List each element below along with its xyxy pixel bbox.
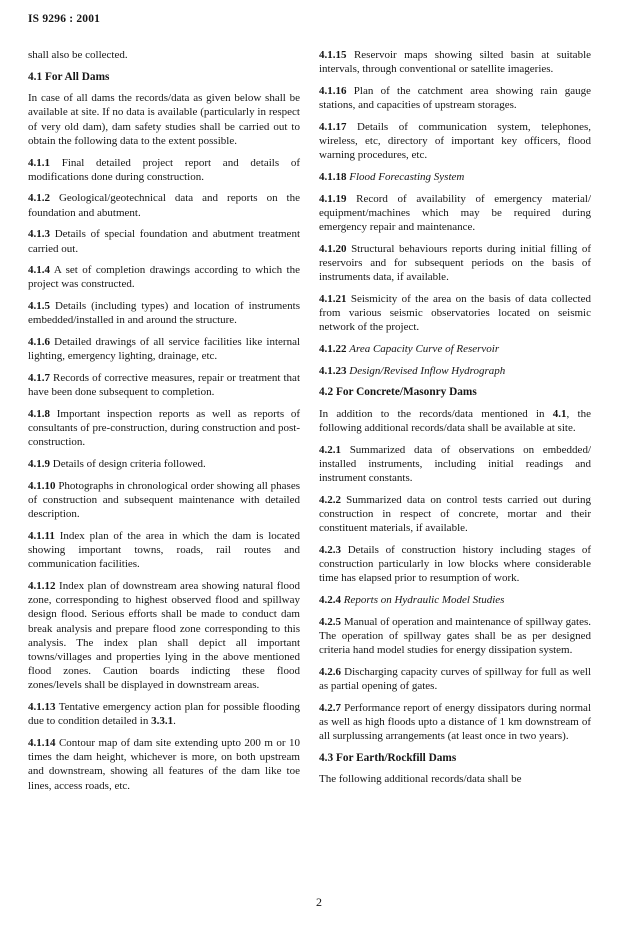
clause-number: 4.1.5 (28, 300, 50, 313)
clause-item (319, 342, 591, 356)
clause-number: 4.1.19 (319, 192, 347, 205)
clause-number: 4.1.1 (28, 156, 50, 169)
clause-text: Contour map of dam site extending upto 200 m or 10 times the dam height, whichever is more, on both upstream and downstream, showing all features of the dam like toe lines, access roads, etc. (28, 736, 300, 792)
clause-item (319, 615, 591, 658)
clause-text: In addition to the records/data mentioned in (319, 407, 553, 420)
clause-number: 4.1.17 (319, 120, 347, 133)
clause-number: 4.1.18 (319, 170, 347, 183)
clause-number: 4.1.10 (28, 479, 56, 492)
clause-text: shall also be collected. (28, 49, 128, 61)
clause-number: 4.2.3 (319, 543, 341, 556)
clause-item (28, 736, 300, 793)
clause-text: Important inspection reports as well as reports of consultants of pre-construction, during construction and post-construction. (28, 407, 301, 449)
section-heading: 4.3 For Earth/Rockfill Dams (319, 751, 457, 764)
clause-reference: 4.1 (552, 407, 567, 420)
clause-item (28, 156, 300, 184)
page-number: 2 (316, 895, 322, 909)
clause-text: Performance report of energy dissipators during normal as well as high floods upto a distance of 1 km downstream of all surplussing arrangements (at least once in two years). (319, 701, 591, 743)
clause-item (319, 593, 591, 607)
clause-text: Details (including types) and location of instruments embedded/installed in and around the structure. (28, 300, 300, 327)
clause-text: Detailed drawings of all service facilities like internal lighting, emergency lighting, drainage, etc. (28, 336, 301, 363)
clause-text: Records of corrective measures, repair or treatment that have been done subsequent to completion. (28, 371, 300, 399)
clause-item (28, 263, 300, 291)
clause-number: 4.2.6 (319, 665, 341, 678)
clause-text: Summarized data on control tests carried out during construction in respect of concrete, mortar and their constituent materials, if available. (319, 493, 592, 535)
paragraph (319, 407, 591, 435)
clause-number: 4.2.5 (319, 615, 341, 628)
clause-number: 4.2.2 (319, 493, 341, 506)
clause-number: 4.1.16 (319, 84, 347, 97)
section-heading: 4.1 For All Dams (28, 70, 110, 83)
clause-number: 4.1.4 (28, 264, 50, 277)
clause-item (319, 665, 591, 693)
clause-number: 4.1.2 (28, 192, 50, 205)
clause-item (319, 242, 591, 285)
clause-item (28, 579, 300, 693)
clause-text: Structural behaviours reports during initial filling of reservoirs and for subsequent periods on the basis of instruments data, if available. (319, 242, 592, 284)
clause-text: Seismicity of the area on the basis of data collected from various seismic observatories located on seismic network of the project. (319, 292, 591, 334)
clause-item (28, 529, 300, 572)
clause-text: In case of all dams the records/data as given below shall be available at site. If no data is available (particularly in respect of very old dam), dam safety studies shall be carried out to obtain the following data to the extent possible. (28, 92, 300, 147)
clause-text: Photographs in chronological order showing all phases of construction and subsequent maintenance with detailed description. (28, 479, 300, 521)
document-header: IS 9296 : 2001 (28, 13, 101, 25)
clause-item (319, 192, 591, 235)
clause-number: 4.1.21 (319, 292, 347, 305)
clause-text: Record of availability of emergency material/ equipment/machines which may be required during emergency repair and maintenance. (319, 192, 592, 234)
clause-number: 4.1.9 (28, 457, 50, 470)
clause-text: The following additional records/data shall be (319, 773, 522, 786)
clause-title: Area Capacity Curve of Reservoir (349, 342, 500, 355)
clause-text: Tentative emergency action plan for possible flooding due to condition detailed in (28, 701, 300, 728)
clause-number: 4.1.12 (28, 579, 56, 592)
clause-text: Manual of operation and maintenance of spillway gates. The operation of spillway gates shall be as per designed criteria hand model studies for energy dissipation system. (319, 615, 592, 657)
right-column (319, 48, 591, 794)
clause-item (319, 443, 591, 486)
clause-number: 4.1.20 (319, 242, 347, 255)
clause-item (319, 84, 591, 112)
clause-text: Geological/geotechnical data and reports on the foundation and abutment. (28, 192, 300, 219)
clause-number: 4.1.22 (319, 342, 347, 355)
clause-item (319, 493, 591, 536)
paragraph (28, 91, 300, 148)
clause-text: Index plan of the area in which the dam is located showing important towns, roads, rail routes and communication facilities. (28, 529, 300, 571)
clause-reference: 3.3.1 (151, 715, 174, 728)
clause-text: Details of communication system, telephones, wireless, etc, directory of important key officers, flood warning procedures, etc. (319, 120, 591, 162)
paragraph (319, 772, 591, 786)
clause-item (28, 191, 300, 219)
clause-item (319, 701, 591, 744)
clause-number: 4.2.4 (319, 594, 341, 607)
section-heading: 4.2 For Concrete/Masonry Dams (319, 386, 477, 399)
clause-item (28, 407, 300, 450)
clause-item (28, 335, 300, 363)
clause-text-tail: , the following additional records/data shall be available at site. (319, 407, 591, 435)
paragraph (28, 48, 300, 62)
clause-number: 4.1.14 (28, 736, 56, 749)
clause-item (28, 371, 300, 399)
clause-number: 4.2.1 (319, 443, 341, 456)
clause-text: Index plan of downstream area showing natural flood zone, corresponding to highest observed flood and spillway design flood. Serious efforts shall be made to conduct dam break analysis and prepare flood zone corresponding to this analysis. The index plan shall depict all important towns/villages and properties lying in the above mentioned flood zones. Caution boards indicting these flood zones/levels shall be displayed in downstream areas. (28, 579, 300, 692)
clause-text: Discharging capacity curves of spillway for full as well as partial opening of gates. (319, 665, 592, 693)
clause-text: Details of special foundation and abutment treatment carried out. (28, 228, 300, 255)
clause-number: 4.1.7 (28, 371, 50, 384)
clause-title: Flood Forecasting System (349, 170, 465, 183)
clause-text-tail: . (173, 715, 176, 728)
clause-item (319, 48, 591, 76)
clause-number: 4.1.3 (28, 228, 50, 241)
clause-number: 4.1.8 (28, 407, 50, 420)
clause-item (28, 479, 300, 522)
clause-item (28, 299, 300, 327)
clause-number: 4.1.6 (28, 336, 50, 349)
clause-text: Reservoir maps showing silted basin at suitable intervals, through conventional or satellite imageries. (319, 49, 592, 76)
clause-item (319, 170, 591, 184)
clause-title: Reports on Hydraulic Model Studies (343, 594, 505, 607)
clause-number: 4.1.13 (28, 701, 56, 714)
clause-item (319, 543, 591, 586)
clause-number: 4.1.15 (319, 49, 347, 61)
clause-text: Summarized data of observations on embedded/ installed instruments, including initial readings and instrument constants. (319, 443, 592, 485)
clause-item (319, 120, 591, 163)
clause-item (28, 700, 300, 728)
clause-title: Design/Revised Inflow Hydrograph (349, 364, 506, 377)
clause-item (319, 364, 591, 378)
clause-text: Details of design criteria followed. (52, 457, 206, 470)
clause-text: A set of completion drawings according to which the project was constructed. (28, 264, 300, 291)
clause-item (28, 227, 300, 255)
clause-number: 4.2.7 (319, 701, 341, 714)
clause-item (319, 292, 591, 335)
clause-text: Plan of the catchment area showing rain gauge stations, and capacities of upstream storages. (319, 84, 592, 112)
clause-number: 4.1.11 (28, 529, 55, 542)
clause-item (28, 457, 300, 471)
left-column (28, 48, 300, 800)
clause-text: Final detailed project report and details of modifications done during construction. (28, 156, 300, 183)
clause-text: Details of construction history including stages of construction particularly in low blocks where considerable time has elapsed prior to resumption of work. (319, 543, 591, 585)
clause-number: 4.1.23 (319, 364, 347, 377)
